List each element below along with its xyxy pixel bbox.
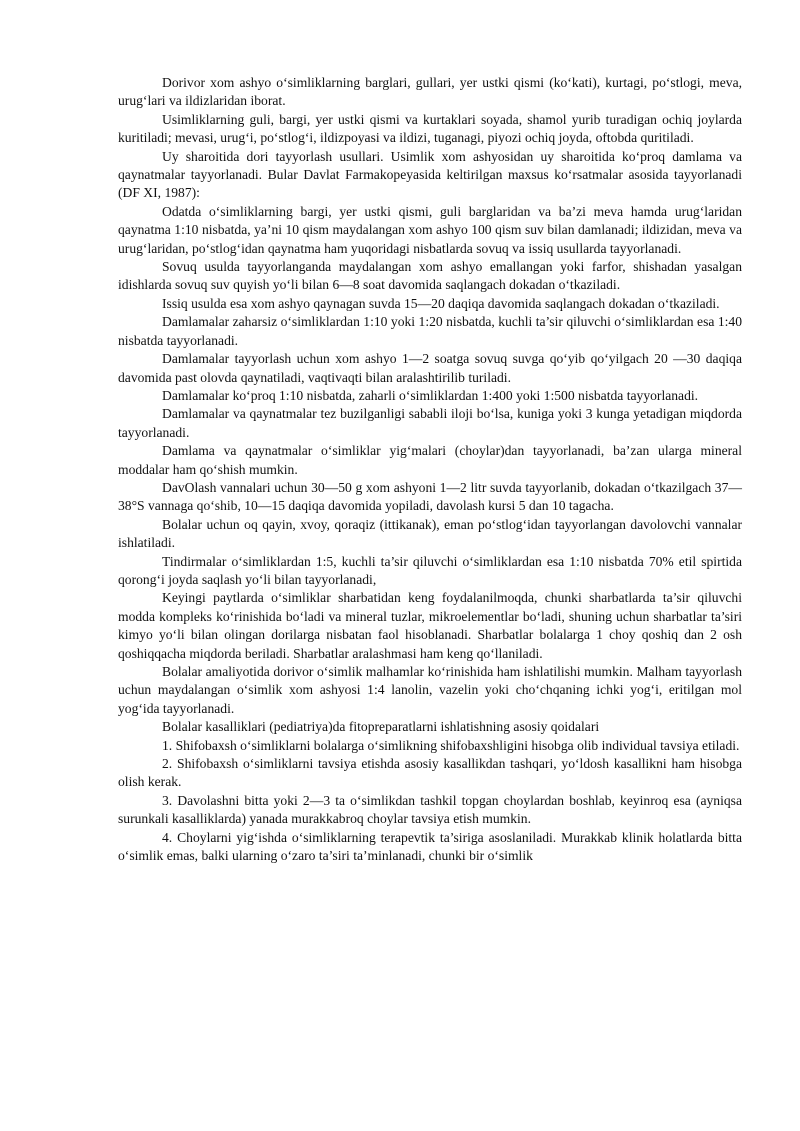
rule-item-3: 3. Davolashni bitta yoki 2—3 ta o‘simlikdan tashkil topgan choylardan boshlab, keyinroq esa (ayniqsa surunkali kasalliklarda) yanada murakkabroq choylar tavsiya etish mumkin. [118, 792, 742, 827]
paragraph-baths: DavOlash vannalari uchun 30—50 g xom ashyoni 1—2 litr suvda tayyorlanib, dokadan o‘tkazilgach 37—38°S vannaga qo‘shib, 10—15 daqiqa davomida yopiladi, davolash kursi 5 dan 10 tagacha. [118, 479, 742, 514]
paragraph-juices: Keyingi paytlarda o‘simliklar sharbatidan keng foydalanilmoqda, chunki sharbatlarda ta’sir qiluvchi modda kompleks ko‘rinishida bo‘ladi va mineral tuzlar, mikroelementlar bo‘ladi, shuning uchun sharbatlar ta’siri kimyo yo‘li bilan olingan dorilarga nisbatan faol hisoblanadi. Sharbatlar bolalarga 1 choy qoshiq dan 2 osh qoshiqqacha miqdorda beriladi. Sharbatlar aralashmasi ham keng qo‘llaniladi. [118, 590, 742, 661]
paragraph-pediatric-rules-heading: Bolalar kasalliklari (pediatriya)da fitopreparatlarni ishlatishning asosiy qoidalari [162, 719, 600, 735]
paragraph-infusion-process: Damlamalar tayyorlash uchun xom ashyo 1—2 soatga sovuq suvga qo‘yib qo‘yilgach 20 —30 daqiqa davomida past olovda qaynatiladi, vaqtivaqti bilan aralashtirilib turiladi. [118, 351, 742, 385]
rule-item-2: 2. Shifobaxsh o‘simliklarni tavsiya etishda asosiy kasallikdan tashqari, yo‘ldosh kasallikni ham hisobga olish kerak. [118, 756, 742, 790]
paragraph-ointments: Bolalar amaliyotida dorivor o‘simlik malhamlar ko‘rinishida ham ishlatilishi mumkin. Malham tayyorlash uchun maydalangan o‘simlik xom ashyosi 1:4 lanolin, vazelin yoki cho‘chqaning ichki yog‘i, eritilgan mol yog‘ida tayyorlanadi. [118, 664, 742, 716]
paragraph-drying: Usimliklarning guli, bargi, yer ustki qismi va kurtaklari soyada, shamol yurib turadigan ochiq joylarda kuritiladi; mevasi, urug‘i, po‘stlog‘i, ildizpoyasi va ildizi, tuganagi, piyozi ochiq joyda, oftobda quritiladi. [118, 111, 742, 146]
paragraph-cold-method: Sovuq usulda tayyorlanganda maydalangan xom ashyo emallangan yoki farfor, shishadan yasalgan idishlarda sovuq suv quyish yo‘li bilan 6—8 soat davomida saqlangach dokadan o‘tkaziladi. [118, 259, 742, 293]
paragraph-infusion-ratio: Damlamalar zaharsiz o‘simliklardan 1:10 yoki 1:20 nisbatda, kuchli ta’sir qiluvchi o‘simliklardan esa 1:40 nisbatda tayyorlanadi. [118, 314, 742, 348]
document-page [118, 74, 742, 865]
paragraph-toxic-ratio: Damlamalar ko‘proq 1:10 nisbatda, zaharli o‘simliklardan 1:400 yoki 1:500 nisbatda tayyorlanadi. [162, 387, 699, 403]
paragraph-hot-method: Issiq usulda esa xom ashyo qaynagan suvda 15—20 daqiqa davomida saqlangach dokadan o‘tkaziladi. [162, 295, 720, 311]
paragraph-herbal-teas: Damlama va qaynatmalar o‘simliklar yig‘malari (choylar)dan tayyorlanadi, ba’zan ularga mineral moddalar ham qo‘shish mumkin. [118, 443, 742, 477]
rule-item-4: 4. Choylarni yig‘ishda o‘simliklarning terapevtik ta’siriga asoslaniladi. Murakkab klinik holatlarda bitta o‘simlik emas, balki ularning o‘zaro ta’siri ta’minlanadi, chunki bir o‘simlik [118, 829, 742, 864]
rule-item-1: 1. Shifobaxsh o‘simliklarni bolalarga o‘simlikning shifobaxshligini hisobga olib individual tavsiya etiladi. [162, 737, 740, 753]
paragraph-shelf-life: Damlamalar va qaynatmalar tez buzilganligi sababli iloji bo‘lsa, kuniga yoki 3 kunga yetadigan miqdorda tayyorlanadi. [118, 406, 742, 440]
paragraph-children-baths: Bolalar uchun oq qayin, xvoy, qoraqiz (ittikanak), eman po‘stlog‘idan tayyorlangan davolovchi vannalar ishlatiladi. [118, 516, 742, 551]
paragraph-tinctures: Tindirmalar o‘simliklardan 1:5, kuchli ta’sir qiluvchi o‘simliklardan esa 1:10 nisbatda 70% etil spirtida qorong‘i joyda saqlash yo‘li bilan tayyorlanadi, [118, 553, 742, 587]
paragraph-home-preparation: Uy sharoitida dori tayyorlash usullari. Usimlik xom ashyosidan uy sharoitida ko‘proq damlama va qaynatmalar tayyorlanadi. Bular Davlat Farmakopeyasida keltirilgan maxsus ko‘rsatmalar asosida tayyorlanadi (DF XI, 1987): [118, 148, 742, 201]
paragraph-raw-materials: Dorivor xom ashyo o‘simliklarning barglari, gullari, yer ustki qismi (ko‘kati), kurtagi, po‘stlogi, meva, urug‘lari va ildizlaridan iborat. [118, 75, 742, 109]
paragraph-decoction-ratio: Odatda o‘simliklarning bargi, yer ustki qismi, guli barglaridan va ba’zi meva hamda urug‘laridan qaynatma 1:10 nisbatda, ya’ni 10 qism maydalangan xom ashyo 100 qism suv bilan damlanadi; ildizidan, meva va urug‘laridan, po‘stlog‘idan qaynatma ham yuqoridagi nisbatlarda sovuq va issiq usullarda tayyorlanadi. [118, 203, 742, 256]
